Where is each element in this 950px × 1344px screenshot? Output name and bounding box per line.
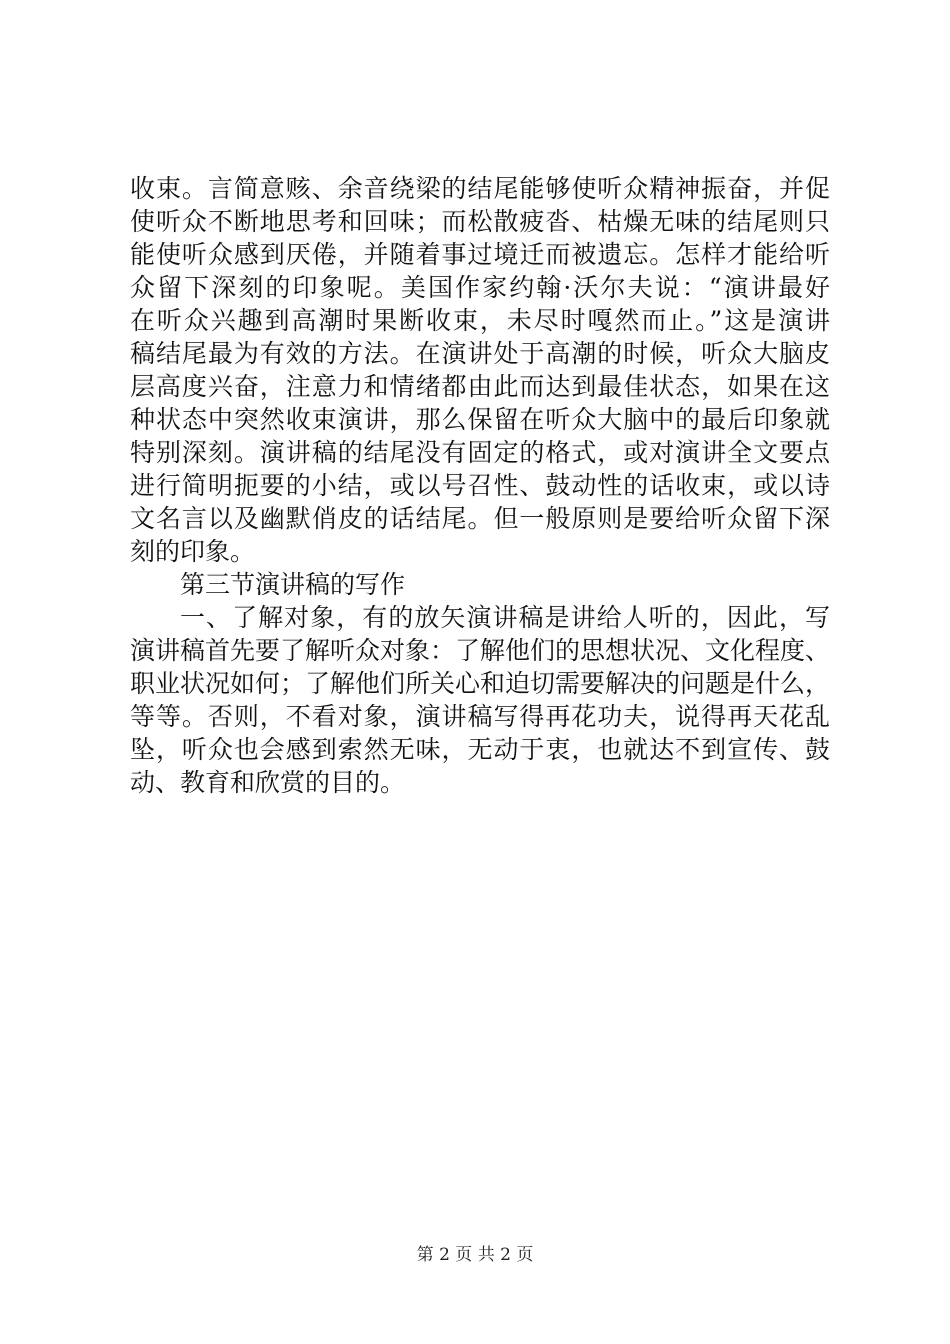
- text-line: 特别深刻。演讲稿的结尾没有固定的格式，或对演讲全文要点: [130, 438, 830, 467]
- text-line: 职业状况如何；了解他们所关心和迫切需要解决的问题是什么，: [130, 669, 831, 698]
- page-footer: [0, 1243, 950, 1267]
- text-line: 刻的印象。: [130, 537, 256, 566]
- text-line: 文名言以及幽默俏皮的话结尾。但一般原则是要给听众留下深: [130, 504, 830, 533]
- text-line: 种状态中突然收束演讲，那么保留在听众大脑中的最后印象就: [130, 405, 830, 434]
- text-line: 使听众不断地思考和回味；而松散疲沓、枯燥无味的结尾则只: [130, 207, 830, 236]
- text-line: 坠，听众也会感到索然无味，无动于衷，也就达不到宣传、鼓: [130, 735, 830, 764]
- text-line: 一、了解对象，有的放矢演讲稿是讲给人听的，因此，写: [180, 603, 830, 632]
- text-line: 众留下深刻的印象呢。美国作家约翰·沃尔夫说：“演讲最好: [130, 273, 830, 302]
- page-number-label: 第 2 页 共 2 页: [416, 1245, 534, 1265]
- text-line: 进行简明扼要的小结，或以号召性、鼓动性的话收束，或以诗: [130, 471, 830, 500]
- text-line: 动、教育和欣赏的目的。: [130, 768, 406, 797]
- text-line: 能使听众感到厌倦，并随着事过境迁而被遗忘。怎样才能给听: [130, 240, 830, 269]
- text-line: 稿结尾最为有效的方法。在演讲处于高潮的时候，听众大脑皮: [130, 339, 830, 368]
- text-line: 层高度兴奋，注意力和情绪都由此而达到最佳状态，如果在这: [130, 372, 830, 401]
- text-line: 演讲稿首先要了解听众对象：了解他们的思想状况、文化程度、: [130, 636, 831, 665]
- section-heading: 第三节演讲稿的写作: [180, 570, 406, 599]
- text-line: 在听众兴趣到高潮时果断收束，未尽时嘎然而止。”这是演讲: [130, 306, 830, 335]
- text-line: 收束。言简意赅、余音绕梁的结尾能够使听众精神振奋，并促: [130, 174, 830, 203]
- body-text: [130, 172, 830, 799]
- text-line: 等等。否则，不看对象，演讲稿写得再花功夫，说得再天花乱: [130, 702, 830, 731]
